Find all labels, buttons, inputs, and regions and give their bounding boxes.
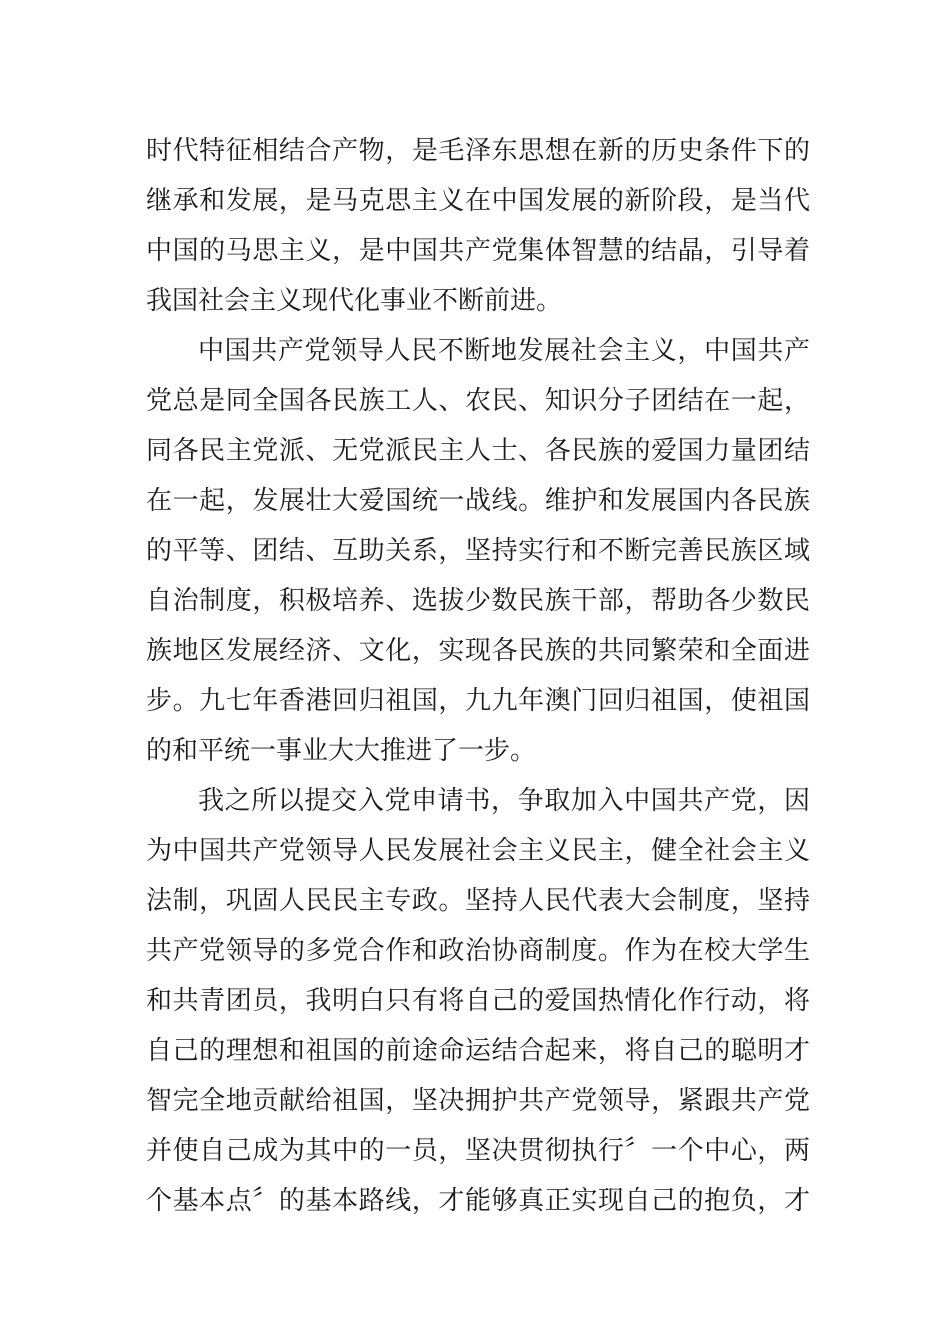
text-line: 同各民主党派、无党派民主人士、各民族的爱国力量团结 — [146, 436, 810, 466]
text-line: 继承和发展，是马克思主义在中国发展的新阶段，是当代 — [146, 186, 810, 216]
text-line: 的和平统一事业大大推进了一步。 — [146, 736, 537, 766]
text-line: 我之所以提交入党申请书，争取加入中国共产党，因 — [198, 786, 810, 816]
text-line: 自治制度，积极培养、选拔少数民族干部，帮助各少数民 — [146, 586, 810, 616]
text-line: 中国的马思主义，是中国共产党集体智慧的结晶，引导着 — [146, 236, 810, 266]
text-line: 我国社会主义现代化事业不断前进。 — [146, 286, 563, 316]
text-line: 法制，巩固人民民主专政。坚持人民代表大会制度，坚持 — [146, 886, 810, 916]
text-line: 的平等、团结、互助关系，坚持实行和不断完善民族区域 — [146, 536, 810, 566]
document-body — [146, 126, 810, 1226]
text-line: 族地区发展经济、文化，实现各民族的共同繁荣和全面进 — [146, 636, 810, 666]
text-line: 在一起，发展壮大爱国统一战线。维护和发展国内各民族 — [146, 486, 810, 516]
text-line: 共产党领导的多党合作和政治协商制度。作为在校大学生 — [146, 936, 810, 966]
text-line: 并使自己成为其中的一员，坚决贯彻执行〞一个中心，两 — [146, 1136, 810, 1166]
text-line: 自己的理想和祖国的前途命运结合起来，将自己的聪明才 — [146, 1036, 810, 1066]
text-line: 智完全地贡献给祖国，坚决拥护共产党领导，紧跟共产党 — [146, 1086, 810, 1116]
paragraph-3 — [146, 776, 810, 1226]
text-line: 党总是同全国各民族工人、农民、知识分子团结在一起， — [146, 386, 810, 416]
text-line: 为中国共产党领导人民发展社会主义民主，健全社会主义 — [146, 836, 810, 866]
text-line: 时代特征相结合产物，是毛泽东思想在新的历史条件下的 — [146, 136, 810, 166]
paragraph-1 — [146, 126, 810, 326]
text-line: 和共青团员，我明白只有将自己的爱国热情化作行动，将 — [146, 986, 810, 1016]
text-line: 步。九七年香港回归祖国，九九年澳门回归祖国，使祖国 — [146, 686, 810, 716]
text-line: 中国共产党领导人民不断地发展社会主义，中国共产 — [198, 336, 810, 366]
text-line: 个基本点〞的基本路线，才能够真正实现自己的抱负，才 — [146, 1186, 810, 1216]
paragraph-2 — [146, 326, 810, 776]
